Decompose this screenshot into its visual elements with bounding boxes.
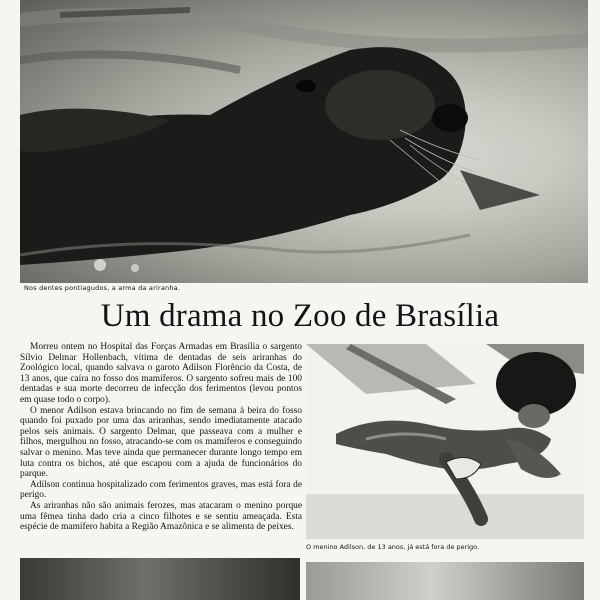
bottom-photo-left (20, 558, 300, 600)
bottom-photo-right (306, 562, 584, 600)
article-paragraph: O menor Adilson estava brincando no fim de semana à beira do fosso quando foi puxado por uma das ariranhas, sendo imediatamente atacado pelos seis animais. O sargento Delmar, que passeava com a mulher e filhos, mergulhou no fosso, atracando-se com os mamíferos e conseguindo salvar o menino. Mas teve ainda que permanecer durante longo tempo em luta contra os bichos, até que escapou com a ajuda de funcionários do parque. (20, 405, 302, 480)
article-paragraph: Morreu ontem no Hospital das Forças Armadas em Brasília o sargento Sílvio Delmar Hollenbach, vítima de dentadas de seis ariranhas do Zoológico local, quando salvava o garoto Adilson Florêncio da Costa, de 13 anos, que caíra no fosso dos mamíferos. O sargento sofreu mais de 100 dentadas e sua morte decorreu de infecção dos ferimentos (levou pontos em quase todo o corpo). (20, 342, 302, 405)
otter-photo (20, 0, 588, 283)
article-body (20, 342, 302, 533)
article-paragraph: Adilson continua hospitalizado com ferimentos graves, mas está fora de perigo. (20, 479, 302, 501)
boy-photo-caption: O menino Adilson, de 13 anos, já está fora de perigo. (306, 543, 480, 551)
article-paragraph: As ariranhas não são animais ferozes, mas atacaram o menino porque uma fêmea tinha dado cria a cinco filhotes e se sentiu ameaçada. Esta espécie de mamífero habita a Região Amazônica e se alimenta de peixes. (20, 500, 302, 533)
boy-photo (306, 344, 584, 539)
otter-photo-caption: Nos dentes pontiagudos, a arma da ariranha. (24, 284, 181, 292)
headline: Um drama no Zoo de Brasília (100, 298, 500, 334)
